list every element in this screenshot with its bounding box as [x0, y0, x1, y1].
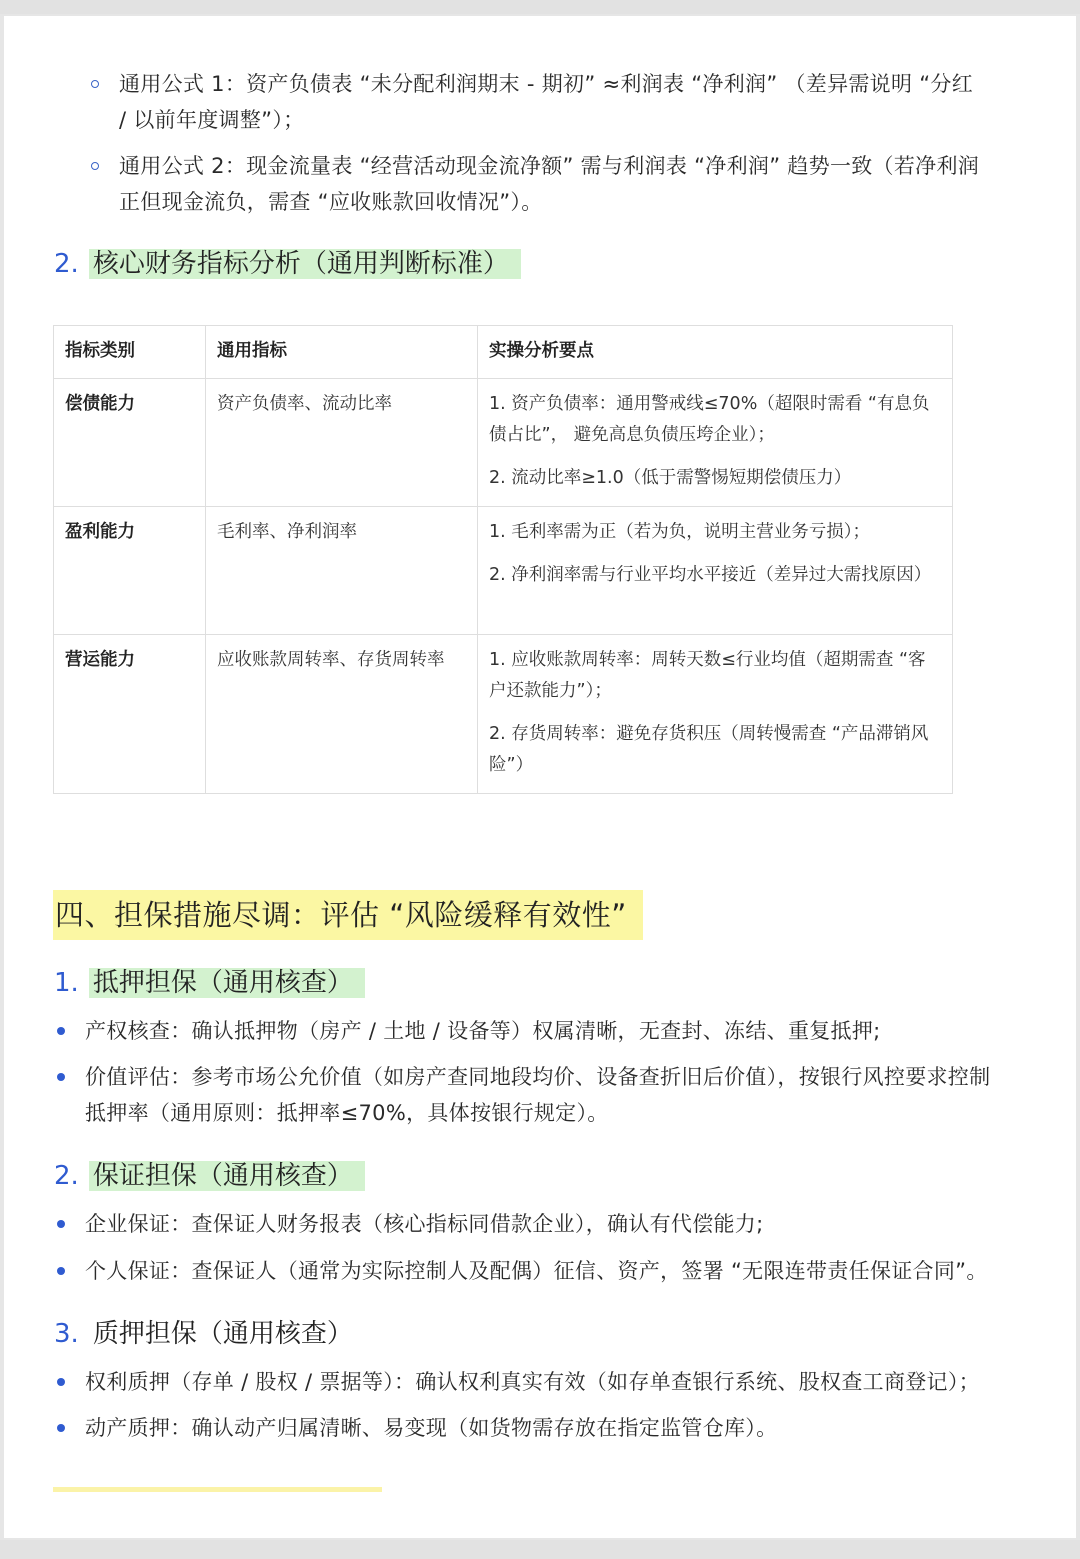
bottom-edge: [0, 1540, 1080, 1559]
indicator-cell: 资产负债率、流动比率: [206, 379, 478, 507]
indicator-cell: 毛利率、净利润率: [206, 507, 478, 635]
heading-title: 质押担保（通用核查）: [92, 1319, 353, 1349]
bullet-dot-icon: [57, 1424, 65, 1432]
table-header: 实操分析要点: [478, 326, 953, 379]
table-header: 指标类别: [54, 326, 206, 379]
mortgage-item-2-line-2: 抵押率（通用原则：抵押率≤70%，具体按银行规定）。: [85, 1101, 609, 1125]
mortgage-item-1: 产权核查：确认抵押物（房产 / 土地 / 设备等）权属清晰，无查封、冻结、重复抵押;: [85, 1019, 881, 1043]
points-cell: [478, 507, 953, 635]
table-header-row: [54, 326, 953, 379]
highlight-divider: [53, 1487, 382, 1492]
table-row: [54, 507, 953, 635]
heading-number: 2.: [54, 1161, 79, 1191]
formula-1-line-2: / 以前年度调整”）；: [119, 108, 305, 132]
pledge-item-1: 权利质押（存单 / 股权 / 票据等）：确认权利真实有效（如存单查银行系统、股权查工商登记）；: [85, 1370, 980, 1394]
points-cell: [478, 635, 953, 794]
point-text: 1. 应收账款周转率：周转天数≤行业均值（超期需查 “客户还款能力”）；: [489, 650, 926, 701]
formula-2-line-1: 通用公式 2：现金流量表 “经营活动现金流净额” 需与利润表 “净利润” 趋势一致（若净利润: [119, 154, 980, 178]
category-cell: 盈利能力: [54, 507, 206, 635]
guarantee-item-2: 个人保证：查保证人（通常为实际控制人及配偶）征信、资产，签署 “无限连带责任保证合同”。: [85, 1259, 988, 1283]
circle-bullet-icon: [91, 162, 99, 170]
guarantee-heading: [54, 1154, 365, 1198]
points-cell: [478, 379, 953, 507]
pledge-heading: [54, 1312, 353, 1356]
indicator-table: [53, 325, 953, 794]
indicator-cell: 应收账款周转率、存货周转率: [206, 635, 478, 794]
heading-title: 核心财务指标分析（通用判断标准）: [89, 249, 521, 279]
point-text: 1. 资产负债率：通用警戒线≤70%（超限时需看 “有息负债占比”， 避免高息负债压垮企业）；: [489, 394, 930, 445]
heading-number: 2.: [54, 249, 79, 279]
heading-title: 抵押担保（通用核查）: [89, 968, 365, 998]
table-row: [54, 635, 953, 794]
heading-title: 保证担保（通用核查）: [89, 1161, 365, 1191]
point-text: 1. 毛利率需为正（若为负，说明主营业务亏损）；: [489, 522, 871, 542]
bullet-dot-icon: [57, 1073, 65, 1081]
indicator-section-heading: [54, 242, 521, 286]
pledge-item-2: 动产质押：确认动产归属清晰、易变现（如货物需存放在指定监管仓库）。: [85, 1416, 778, 1440]
table-header: 通用指标: [206, 326, 478, 379]
bullet-dot-icon: [57, 1220, 65, 1228]
category-cell: 营运能力: [54, 635, 206, 794]
table-row: [54, 379, 953, 507]
formula-1-line-1: 通用公式 1：资产负债表 “未分配利润期末 - 期初” ≈利润表 “净利润” （差异需说明 “分红: [119, 72, 974, 96]
heading-number: 1.: [54, 968, 79, 998]
bullet-dot-icon: [57, 1378, 65, 1386]
point-text: 2. 流动比率≥1.0（低于需警惕短期偿债压力）: [489, 468, 852, 488]
point-text: 2. 存货周转率：避免存货积压（周转慢需查 “产品滞销风险”）: [489, 724, 929, 775]
circle-bullet-icon: [91, 80, 99, 88]
bullet-dot-icon: [57, 1267, 65, 1275]
bullet-dot-icon: [57, 1027, 65, 1035]
mortgage-heading: [54, 961, 365, 1005]
top-edge: [0, 0, 1080, 14]
mortgage-item-2-line-1: 价值评估：参考市场公允价值（如房产查同地段均价、设备查折旧后价值），按银行风控要求控制: [85, 1065, 991, 1089]
guarantee-section-heading: 四、担保措施尽调：评估 “风险缓释有效性”: [53, 890, 643, 940]
formula-2-line-2: 正但现金流负，需查 “应收账款回收情况”）。: [119, 190, 543, 214]
heading-number: 3.: [54, 1319, 79, 1349]
category-cell: 偿债能力: [54, 379, 206, 507]
point-text: 2. 净利润率需与行业平均水平接近（差异过大需找原因）: [489, 565, 932, 585]
guarantee-item-1: 企业保证：查保证人财务报表（核心指标同借款企业），确认有代偿能力;: [85, 1212, 764, 1236]
